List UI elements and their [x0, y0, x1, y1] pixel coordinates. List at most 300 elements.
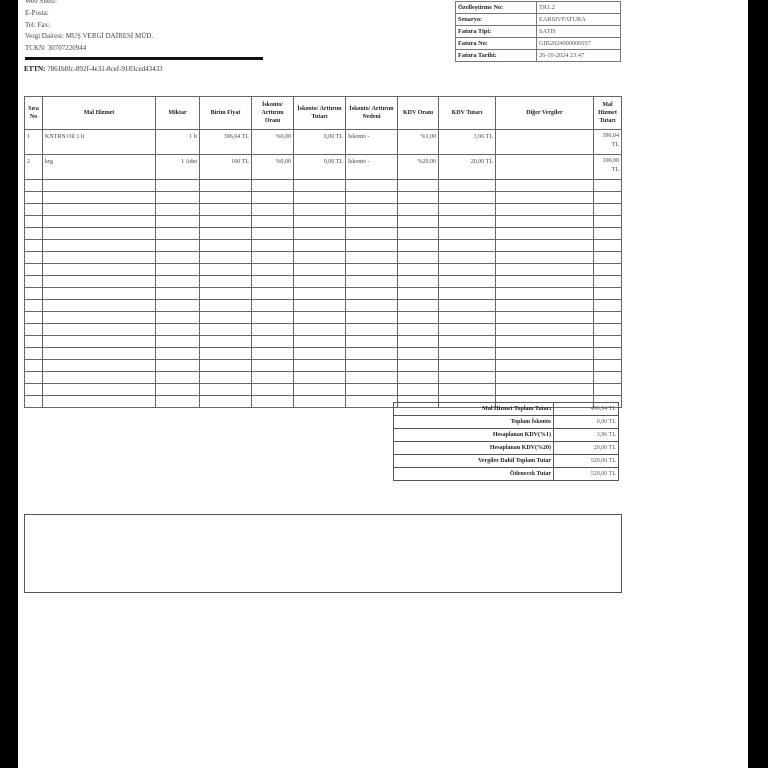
empty-cell	[252, 204, 294, 216]
empty-cell	[25, 324, 43, 336]
empty-cell	[43, 264, 156, 276]
empty-cell	[346, 384, 398, 396]
empty-cell	[439, 276, 496, 288]
empty-cell	[294, 312, 346, 324]
empty-cell	[346, 312, 398, 324]
empty-cell	[398, 312, 439, 324]
col-header-iskonto-tutar: İskonto/ Arttırım Tutarı	[294, 97, 346, 130]
empty-cell	[43, 396, 156, 408]
total-value-kdv1: 3,96 TL	[554, 429, 619, 442]
meta-value: EARSIVFATURA	[537, 14, 621, 26]
cell-tutar: 100,00 TL	[594, 155, 622, 180]
empty-cell	[439, 216, 496, 228]
empty-cell	[398, 252, 439, 264]
empty-table-row	[25, 312, 622, 324]
empty-cell	[156, 324, 200, 336]
empty-cell	[398, 384, 439, 396]
empty-cell	[200, 300, 252, 312]
empty-cell	[439, 360, 496, 372]
empty-cell	[496, 264, 594, 276]
empty-cell	[252, 372, 294, 384]
empty-cell	[594, 336, 622, 348]
empty-table-row	[25, 216, 622, 228]
empty-cell	[294, 240, 346, 252]
total-value-mal-hizmet: 496,04 TL	[554, 403, 619, 416]
empty-cell	[156, 204, 200, 216]
empty-cell	[25, 372, 43, 384]
empty-cell	[294, 372, 346, 384]
empty-cell	[346, 360, 398, 372]
empty-cell	[252, 300, 294, 312]
meta-row	[456, 50, 621, 62]
cell-iskonto-neden: İskonto -	[346, 155, 398, 180]
empty-cell	[43, 204, 156, 216]
meta-row	[456, 14, 621, 26]
empty-cell	[294, 288, 346, 300]
empty-cell	[252, 216, 294, 228]
empty-cell	[25, 276, 43, 288]
empty-cell	[156, 396, 200, 408]
empty-cell	[25, 288, 43, 300]
total-label-mal-hizmet: Mal Hizmet Toplam Tutarı	[394, 403, 554, 416]
empty-table-row	[25, 360, 622, 372]
empty-cell	[200, 192, 252, 204]
empty-cell	[594, 240, 622, 252]
empty-cell	[43, 180, 156, 192]
empty-cell	[594, 384, 622, 396]
cell-diger-vergiler	[496, 155, 594, 180]
empty-cell	[496, 300, 594, 312]
empty-cell	[294, 204, 346, 216]
meta-label: Fatura Tarihi:	[456, 50, 537, 62]
empty-cell	[200, 384, 252, 396]
meta-value: TR1.2	[537, 2, 621, 14]
empty-cell	[200, 252, 252, 264]
empty-cell	[43, 300, 156, 312]
empty-cell	[294, 384, 346, 396]
empty-cell	[439, 228, 496, 240]
meta-value: 26-10-2024 23:47	[537, 50, 621, 62]
empty-cell	[439, 312, 496, 324]
empty-cell	[200, 228, 252, 240]
empty-cell	[346, 348, 398, 360]
empty-cell	[439, 288, 496, 300]
empty-cell	[156, 288, 200, 300]
empty-cell	[25, 396, 43, 408]
empty-cell	[594, 312, 622, 324]
empty-cell	[25, 204, 43, 216]
empty-cell	[398, 360, 439, 372]
empty-cell	[346, 372, 398, 384]
totals-row	[394, 442, 619, 455]
totals-row	[394, 429, 619, 442]
empty-cell	[43, 336, 156, 348]
empty-cell	[346, 396, 398, 408]
ettn-value: 7861b8fc-892f-4e31-8cef-9183ced43433	[47, 65, 163, 73]
empty-cell	[200, 312, 252, 324]
header-divider	[25, 57, 263, 60]
empty-cell	[252, 240, 294, 252]
empty-cell	[496, 204, 594, 216]
empty-table-row	[25, 384, 622, 396]
empty-cell	[398, 324, 439, 336]
empty-cell	[156, 276, 200, 288]
empty-cell	[294, 180, 346, 192]
empty-cell	[200, 276, 252, 288]
total-value-odenecek: 520,00 TL	[554, 468, 619, 481]
empty-cell	[43, 372, 156, 384]
empty-cell	[346, 336, 398, 348]
ettn	[24, 65, 163, 73]
empty-cell	[294, 276, 346, 288]
empty-cell	[252, 192, 294, 204]
empty-cell	[252, 288, 294, 300]
empty-cell	[252, 264, 294, 276]
empty-cell	[398, 228, 439, 240]
empty-cell	[439, 336, 496, 348]
empty-cell	[200, 264, 252, 276]
totals-row	[394, 416, 619, 429]
ettn-label: ETTN:	[24, 65, 46, 73]
col-header-birim-fiyat: Birim Fiyat	[200, 97, 252, 130]
empty-cell	[25, 240, 43, 252]
empty-table-row	[25, 204, 622, 216]
empty-cell	[439, 252, 496, 264]
empty-table-row	[25, 336, 622, 348]
empty-cell	[25, 228, 43, 240]
empty-cell	[496, 372, 594, 384]
empty-cell	[346, 252, 398, 264]
empty-cell	[25, 348, 43, 360]
empty-cell	[200, 396, 252, 408]
empty-cell	[252, 384, 294, 396]
empty-cell	[496, 252, 594, 264]
empty-cell	[439, 180, 496, 192]
empty-cell	[346, 228, 398, 240]
empty-cell	[294, 216, 346, 228]
empty-cell	[439, 324, 496, 336]
empty-cell	[200, 204, 252, 216]
empty-cell	[43, 324, 156, 336]
empty-table-row	[25, 276, 622, 288]
empty-cell	[294, 264, 346, 276]
empty-cell	[25, 180, 43, 192]
empty-cell	[252, 396, 294, 408]
empty-cell	[156, 312, 200, 324]
cell-mal-hizmet: krg	[43, 155, 156, 180]
empty-cell	[398, 216, 439, 228]
empty-cell	[200, 372, 252, 384]
seller-web: Web Sitesi:	[25, 0, 57, 5]
table-header-row	[25, 97, 622, 130]
empty-cell	[398, 276, 439, 288]
empty-cell	[43, 384, 156, 396]
empty-cell	[294, 252, 346, 264]
empty-cell	[156, 216, 200, 228]
cell-kdv-tutar: 20,00 TL	[439, 155, 496, 180]
empty-cell	[294, 396, 346, 408]
empty-cell	[43, 228, 156, 240]
empty-cell	[25, 252, 43, 264]
empty-cell	[439, 300, 496, 312]
totals-row	[394, 468, 619, 481]
meta-label: Senaryo:	[456, 14, 537, 26]
seller-info	[25, 0, 153, 55]
cell-iskonto-neden: İskonto -	[346, 130, 398, 155]
empty-cell	[496, 324, 594, 336]
totals-row	[394, 455, 619, 468]
empty-cell	[346, 300, 398, 312]
empty-cell	[496, 228, 594, 240]
empty-table-row	[25, 264, 622, 276]
meta-value: SATIS	[537, 26, 621, 38]
empty-cell	[439, 372, 496, 384]
empty-table-row	[25, 372, 622, 384]
col-header-mal-hizmet-tutar: Mal Hizmet Tutarı	[594, 97, 622, 130]
empty-cell	[496, 240, 594, 252]
empty-cell	[496, 276, 594, 288]
empty-cell	[439, 240, 496, 252]
empty-cell	[43, 240, 156, 252]
empty-cell	[398, 180, 439, 192]
total-value-iskonto: 0,00 TL	[554, 416, 619, 429]
cell-birim-fiyat: 396,04 TL	[200, 130, 252, 155]
empty-cell	[294, 324, 346, 336]
empty-cell	[346, 204, 398, 216]
empty-table-row	[25, 180, 622, 192]
empty-cell	[594, 264, 622, 276]
col-header-iskonto-neden: İskonto/ Arttırım Nedeni	[346, 97, 398, 130]
empty-cell	[398, 288, 439, 300]
invoice-page	[18, 0, 748, 768]
empty-cell	[294, 336, 346, 348]
empty-cell	[594, 372, 622, 384]
empty-cell	[439, 204, 496, 216]
empty-cell	[346, 240, 398, 252]
empty-cell	[156, 300, 200, 312]
empty-cell	[252, 360, 294, 372]
empty-cell	[43, 360, 156, 372]
empty-cell	[496, 192, 594, 204]
meta-label: Özelleştirme No:	[456, 2, 537, 14]
empty-cell	[156, 360, 200, 372]
empty-cell	[594, 288, 622, 300]
empty-cell	[43, 276, 156, 288]
table-row	[25, 130, 622, 155]
meta-label: Fatura No:	[456, 38, 537, 50]
empty-cell	[594, 204, 622, 216]
empty-table-row	[25, 252, 622, 264]
cell-diger-vergiler	[496, 130, 594, 155]
empty-cell	[25, 216, 43, 228]
empty-cell	[594, 276, 622, 288]
empty-cell	[594, 216, 622, 228]
total-label-iskonto: Toplam İskonto	[394, 416, 554, 429]
empty-cell	[156, 228, 200, 240]
empty-cell	[200, 288, 252, 300]
empty-cell	[594, 228, 622, 240]
empty-cell	[496, 360, 594, 372]
line-items-table	[24, 96, 622, 408]
cell-miktar: 1 lt	[156, 130, 200, 155]
meta-value: GIB2024000000057	[537, 38, 621, 50]
cell-miktar: 1 Adet	[156, 155, 200, 180]
empty-cell	[156, 240, 200, 252]
empty-cell	[496, 216, 594, 228]
empty-cell	[25, 336, 43, 348]
empty-cell	[346, 288, 398, 300]
empty-cell	[346, 324, 398, 336]
meta-row	[456, 26, 621, 38]
empty-cell	[252, 324, 294, 336]
cell-iskonto-tutar: 0,00 TL	[294, 155, 346, 180]
seller-email: E-Posta:	[25, 8, 49, 17]
col-header-kdv-tutar: KDV Tutarı	[439, 97, 496, 130]
empty-cell	[294, 348, 346, 360]
empty-cell	[156, 252, 200, 264]
seller-phone: Tel: Fax:	[25, 20, 50, 29]
totals-row	[394, 403, 619, 416]
cell-iskonto-oran: %0,00	[252, 155, 294, 180]
empty-table-row	[25, 288, 622, 300]
empty-cell	[200, 324, 252, 336]
empty-cell	[594, 252, 622, 264]
empty-cell	[156, 192, 200, 204]
empty-cell	[496, 180, 594, 192]
empty-cell	[43, 216, 156, 228]
empty-cell	[25, 360, 43, 372]
empty-cell	[346, 264, 398, 276]
empty-cell	[25, 312, 43, 324]
empty-cell	[156, 264, 200, 276]
empty-table-row	[25, 348, 622, 360]
cell-sira: 2	[25, 155, 43, 180]
empty-cell	[156, 180, 200, 192]
empty-cell	[156, 336, 200, 348]
cell-mal-hizmet: KNTRN Oil 1 lt	[43, 130, 156, 155]
empty-cell	[594, 348, 622, 360]
empty-cell	[25, 192, 43, 204]
empty-cell	[346, 276, 398, 288]
empty-cell	[496, 312, 594, 324]
total-label-vergiler-dahil: Vergiler Dahil Toplam Tutar	[394, 455, 554, 468]
col-header-iskonto-oran: İskonto/ Arttırım Oranı	[252, 97, 294, 130]
empty-cell	[43, 348, 156, 360]
empty-cell	[346, 216, 398, 228]
empty-cell	[398, 240, 439, 252]
col-header-mal-hizmet: Mal Hizmet	[43, 97, 156, 130]
empty-cell	[398, 300, 439, 312]
cell-kdv-oran: %20,00	[398, 155, 439, 180]
total-value-vergiler-dahil: 520,00 TL	[554, 455, 619, 468]
empty-cell	[43, 192, 156, 204]
empty-cell	[398, 348, 439, 360]
empty-cell	[200, 360, 252, 372]
seller-tax-office: Vergi Dairesi: MUŞ VERGİ DAİRESİ MÜD.	[25, 32, 154, 41]
totals-table	[393, 402, 619, 481]
empty-cell	[398, 336, 439, 348]
empty-table-row	[25, 192, 622, 204]
empty-cell	[200, 180, 252, 192]
cell-kdv-tutar: 3,96 TL	[439, 130, 496, 155]
empty-cell	[594, 192, 622, 204]
empty-cell	[25, 384, 43, 396]
empty-cell	[252, 252, 294, 264]
empty-cell	[294, 300, 346, 312]
empty-cell	[252, 180, 294, 192]
empty-cell	[594, 180, 622, 192]
empty-cell	[294, 192, 346, 204]
empty-cell	[252, 336, 294, 348]
col-header-miktar: Miktar	[156, 97, 200, 130]
empty-cell	[200, 216, 252, 228]
empty-cell	[252, 228, 294, 240]
empty-cell	[439, 384, 496, 396]
empty-cell	[43, 312, 156, 324]
total-label-odenecek: Ödenecek Tutar	[394, 468, 554, 481]
empty-cell	[25, 300, 43, 312]
empty-cell	[594, 324, 622, 336]
empty-cell	[398, 264, 439, 276]
cell-birim-fiyat: 100 TL	[200, 155, 252, 180]
col-header-kdv-oran: KDV Oranı	[398, 97, 439, 130]
empty-cell	[156, 384, 200, 396]
empty-cell	[496, 288, 594, 300]
invoice-meta-table	[455, 1, 621, 62]
empty-cell	[200, 348, 252, 360]
empty-cell	[200, 240, 252, 252]
empty-table-row	[25, 228, 622, 240]
total-label-kdv20: Hesaplanan KDV(%20)	[394, 442, 554, 455]
empty-table-row	[25, 240, 622, 252]
empty-cell	[252, 276, 294, 288]
empty-cell	[594, 360, 622, 372]
seller-tckn: TCKN: 30707220944	[25, 44, 87, 53]
table-row	[25, 155, 622, 180]
cell-kdv-oran: %1,00	[398, 130, 439, 155]
empty-cell	[43, 252, 156, 264]
col-header-sira: Sıra No	[25, 97, 43, 130]
empty-cell	[25, 264, 43, 276]
empty-cell	[294, 360, 346, 372]
empty-cell	[439, 348, 496, 360]
empty-cell	[43, 288, 156, 300]
meta-row	[456, 2, 621, 14]
notes-box	[24, 514, 622, 593]
empty-cell	[346, 180, 398, 192]
empty-cell	[496, 384, 594, 396]
cell-iskonto-tutar: 0,00 TL	[294, 130, 346, 155]
empty-table-row	[25, 324, 622, 336]
empty-cell	[496, 336, 594, 348]
empty-cell	[594, 300, 622, 312]
empty-cell	[294, 228, 346, 240]
empty-cell	[252, 348, 294, 360]
empty-cell	[252, 312, 294, 324]
cell-iskonto-oran: %0,00	[252, 130, 294, 155]
cell-tutar: 396,04 TL	[594, 130, 622, 155]
empty-cell	[156, 372, 200, 384]
empty-cell	[398, 372, 439, 384]
empty-cell	[398, 192, 439, 204]
cell-sira: 1	[25, 130, 43, 155]
total-value-kdv20: 20,00 TL	[554, 442, 619, 455]
empty-cell	[346, 192, 398, 204]
empty-cell	[398, 204, 439, 216]
empty-cell	[156, 348, 200, 360]
empty-cell	[200, 336, 252, 348]
empty-cell	[439, 264, 496, 276]
